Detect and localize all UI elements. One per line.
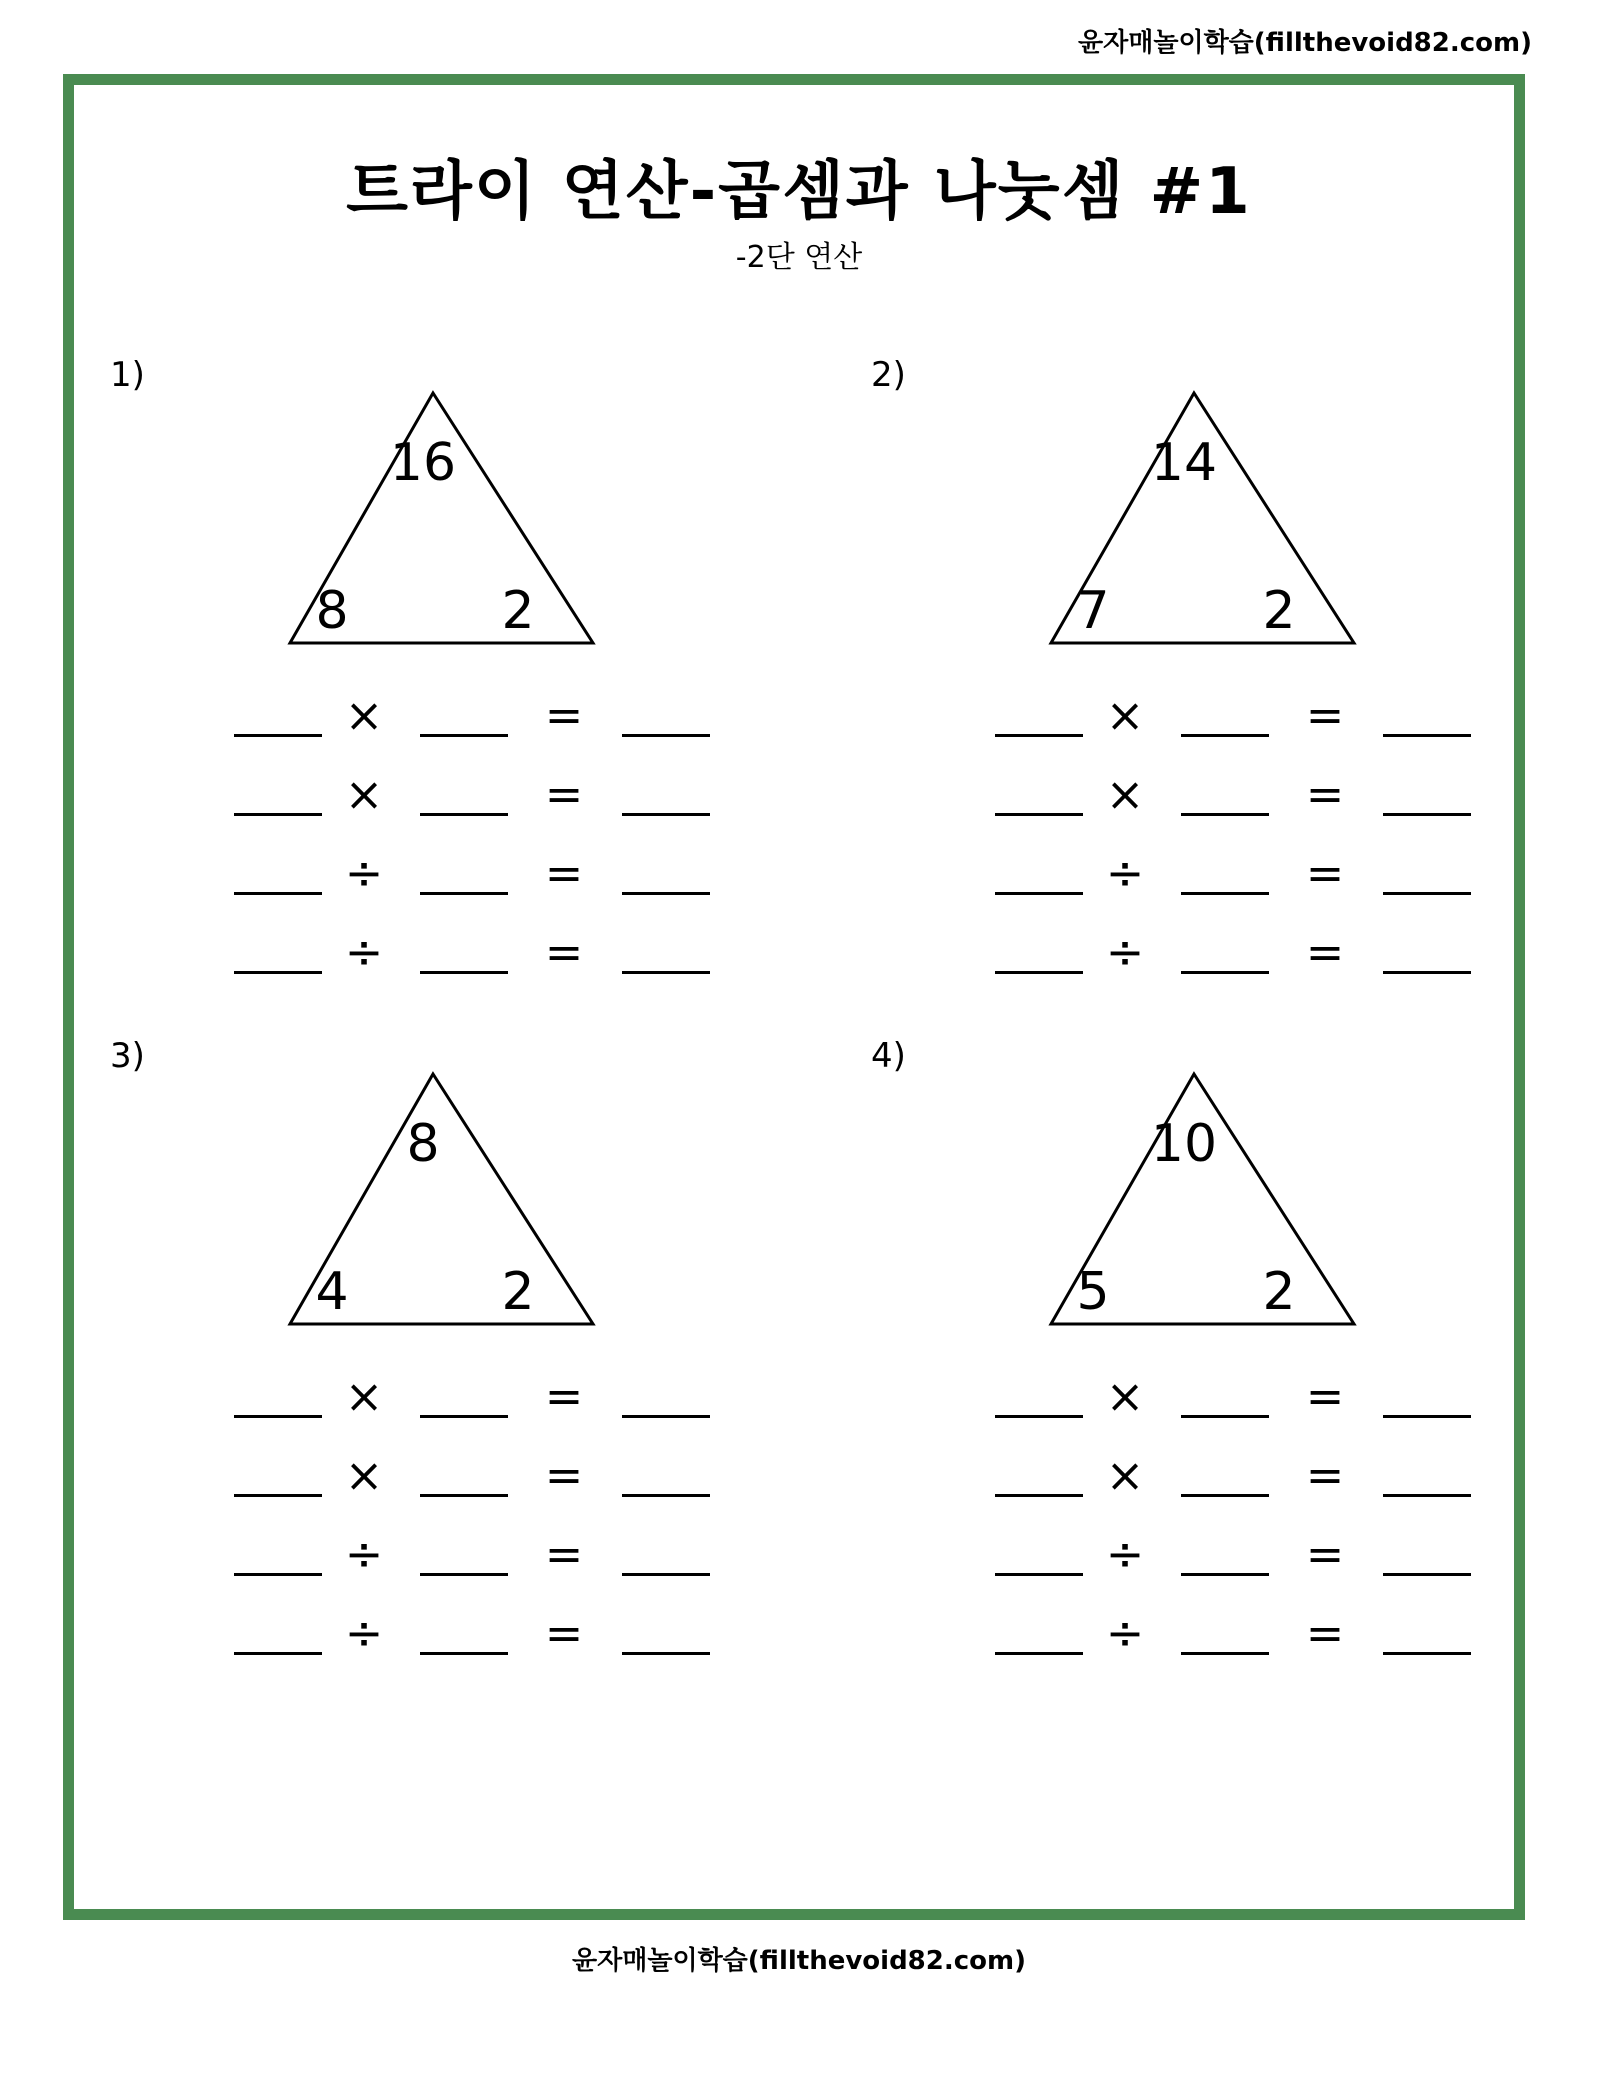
equation-row	[234, 1445, 714, 1505]
operator: ×	[344, 1448, 384, 1502]
answer-blank[interactable]	[234, 732, 322, 737]
answer-blank[interactable]	[420, 890, 508, 895]
answer-blank[interactable]	[995, 969, 1083, 974]
triangle-right-number: 2	[501, 581, 535, 641]
answer-blank[interactable]	[622, 1571, 710, 1576]
equation-row	[995, 843, 1475, 903]
answer-blank[interactable]	[420, 1413, 508, 1418]
answer-blank[interactable]	[995, 1492, 1083, 1497]
answer-blank[interactable]	[234, 890, 322, 895]
operator: ÷	[1105, 1527, 1145, 1581]
answer-blank[interactable]	[1383, 811, 1471, 816]
answer-blank[interactable]	[995, 1413, 1083, 1418]
operator: ÷	[344, 846, 384, 900]
equation-row	[234, 922, 714, 982]
operator: ×	[344, 767, 384, 821]
answer-blank[interactable]	[1383, 1571, 1471, 1576]
equation-row	[995, 1445, 1475, 1505]
answer-blank[interactable]	[420, 1492, 508, 1497]
operator: ×	[1105, 688, 1145, 742]
equals-sign: =	[1305, 1606, 1345, 1660]
operator: ×	[344, 688, 384, 742]
answer-blank[interactable]	[234, 811, 322, 816]
answer-blank[interactable]	[995, 1650, 1083, 1655]
equation-row	[995, 1366, 1475, 1426]
operator: ÷	[344, 925, 384, 979]
triangle-left-number: 8	[315, 581, 349, 641]
problem-2	[871, 355, 1571, 1015]
problem-number: 4)	[871, 1036, 906, 1076]
equals-sign: =	[544, 1527, 584, 1581]
answer-blank[interactable]	[622, 890, 710, 895]
answer-blank[interactable]	[420, 732, 508, 737]
triangle-shape	[250, 375, 610, 645]
triangle-shape	[250, 1056, 610, 1326]
equals-sign: =	[1305, 846, 1345, 900]
equals-sign: =	[544, 1369, 584, 1423]
equation-row	[234, 1524, 714, 1584]
equals-sign: =	[1305, 925, 1345, 979]
triangle-top-number: 10	[1150, 1114, 1218, 1174]
answer-blank[interactable]	[1181, 811, 1269, 816]
answer-blank[interactable]	[1181, 732, 1269, 737]
triangle-left-number: 5	[1076, 1262, 1110, 1322]
answer-blank[interactable]	[1383, 1413, 1471, 1418]
answer-blank[interactable]	[234, 969, 322, 974]
operator: ÷	[1105, 846, 1145, 900]
answer-blank[interactable]	[995, 811, 1083, 816]
answer-blank[interactable]	[622, 811, 710, 816]
equals-sign: =	[544, 846, 584, 900]
equation-row	[995, 1603, 1475, 1663]
problem-3	[110, 1036, 810, 1696]
triangle-left-number: 4	[315, 1262, 349, 1322]
answer-blank[interactable]	[234, 1492, 322, 1497]
equals-sign: =	[1305, 1369, 1345, 1423]
answer-blank[interactable]	[622, 732, 710, 737]
answer-blank[interactable]	[420, 969, 508, 974]
operator: ÷	[1105, 925, 1145, 979]
triangle-top-number: 16	[389, 433, 457, 493]
triangle-top-number: 14	[1150, 433, 1218, 493]
equation-row	[995, 922, 1475, 982]
operator: ÷	[344, 1606, 384, 1660]
problem-number: 2)	[871, 355, 906, 395]
equals-sign: =	[1305, 1527, 1345, 1581]
triangle-top-number: 8	[406, 1114, 440, 1174]
equals-sign: =	[544, 1606, 584, 1660]
operator: ÷	[1105, 1606, 1145, 1660]
answer-blank[interactable]	[1181, 1492, 1269, 1497]
equation-row	[234, 1366, 714, 1426]
operator: ×	[1105, 1448, 1145, 1502]
equation-row	[995, 1524, 1475, 1584]
triangle-right-number: 2	[1262, 581, 1296, 641]
answer-blank[interactable]	[1383, 890, 1471, 895]
equation-row	[995, 685, 1475, 745]
problem-4	[871, 1036, 1571, 1696]
triangle-shape	[1011, 375, 1371, 645]
problem-number: 1)	[110, 355, 145, 395]
worksheet-title: 트라이 연산-곱셈과 나눗셈 #1	[346, 155, 1252, 229]
equation-row	[234, 1603, 714, 1663]
triangle-shape	[1011, 1056, 1371, 1326]
equation-row	[995, 764, 1475, 824]
footer-credit: 윤자매놀이학습(fillthevoid82.com)	[571, 1946, 1026, 1976]
triangle-right-number: 2	[1262, 1262, 1296, 1322]
answer-blank[interactable]	[1383, 1650, 1471, 1655]
answer-blank[interactable]	[234, 1571, 322, 1576]
equation-row	[234, 843, 714, 903]
answer-blank[interactable]	[1181, 890, 1269, 895]
header-credit: 윤자매놀이학습(fillthevoid82.com)	[1077, 28, 1532, 58]
equals-sign: =	[544, 925, 584, 979]
operator: ×	[1105, 1369, 1145, 1423]
answer-blank[interactable]	[1181, 1571, 1269, 1576]
worksheet-subtitle: -2단 연산	[735, 240, 863, 275]
equals-sign: =	[1305, 1448, 1345, 1502]
answer-blank[interactable]	[234, 1650, 322, 1655]
equals-sign: =	[1305, 767, 1345, 821]
equals-sign: =	[544, 1448, 584, 1502]
operator: ÷	[344, 1527, 384, 1581]
equation-row	[234, 685, 714, 745]
answer-blank[interactable]	[622, 1492, 710, 1497]
answer-blank[interactable]	[1181, 1650, 1269, 1655]
answer-blank[interactable]	[995, 890, 1083, 895]
answer-blank[interactable]	[420, 1650, 508, 1655]
answer-blank[interactable]	[1383, 969, 1471, 974]
operator: ×	[344, 1369, 384, 1423]
answer-blank[interactable]	[622, 1650, 710, 1655]
triangle-left-number: 7	[1076, 581, 1110, 641]
answer-blank[interactable]	[995, 732, 1083, 737]
answer-blank[interactable]	[1383, 732, 1471, 737]
answer-blank[interactable]	[622, 969, 710, 974]
problem-1	[110, 355, 810, 1015]
answer-blank[interactable]	[420, 1571, 508, 1576]
equation-row	[234, 764, 714, 824]
answer-blank[interactable]	[1383, 1492, 1471, 1497]
problem-number: 3)	[110, 1036, 145, 1076]
equals-sign: =	[544, 688, 584, 742]
answer-blank[interactable]	[1181, 969, 1269, 974]
equals-sign: =	[544, 767, 584, 821]
answer-blank[interactable]	[622, 1413, 710, 1418]
equals-sign: =	[1305, 688, 1345, 742]
answer-blank[interactable]	[420, 811, 508, 816]
answer-blank[interactable]	[995, 1571, 1083, 1576]
answer-blank[interactable]	[1181, 1413, 1269, 1418]
answer-blank[interactable]	[234, 1413, 322, 1418]
triangle-right-number: 2	[501, 1262, 535, 1322]
operator: ×	[1105, 767, 1145, 821]
